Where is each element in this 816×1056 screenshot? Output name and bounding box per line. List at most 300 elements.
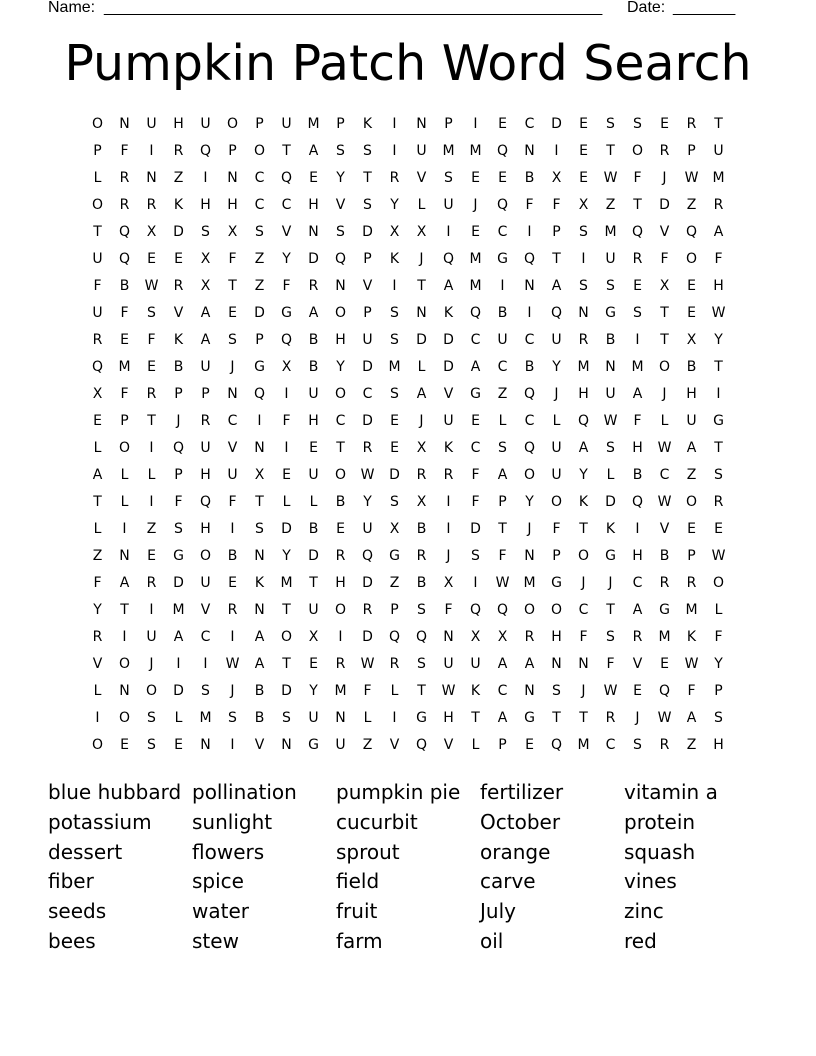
grid-letter[interactable]: E	[579, 116, 588, 132]
grid-letter[interactable]: E	[309, 656, 318, 672]
grid-letter[interactable]: E	[498, 116, 507, 132]
grid-letter[interactable]: U	[146, 629, 157, 645]
grid-letter[interactable]: M	[442, 143, 455, 159]
grid-letter[interactable]: E	[282, 467, 291, 483]
grid-letter[interactable]: O	[145, 683, 158, 699]
grid-letter[interactable]: R	[92, 629, 103, 645]
grid-letter[interactable]: P	[687, 143, 696, 159]
grid-letter[interactable]: W	[657, 440, 672, 456]
grid-letter[interactable]: A	[119, 575, 130, 591]
grid-letter[interactable]: T	[282, 602, 291, 618]
grid-letter[interactable]: P	[363, 305, 372, 321]
grid-letter[interactable]: Y	[336, 170, 345, 186]
grid-letter[interactable]: F	[228, 251, 237, 267]
grid-letter[interactable]: E	[471, 224, 480, 240]
grid-letter[interactable]: N	[119, 548, 130, 564]
grid-letter[interactable]: A	[713, 224, 724, 240]
grid-letter[interactable]: M	[523, 575, 536, 591]
grid-letter[interactable]: I	[392, 116, 397, 132]
grid-letter[interactable]: I	[392, 710, 397, 726]
grid-letter[interactable]: I	[635, 332, 640, 348]
grid-letter[interactable]: T	[228, 278, 237, 294]
grid-letter[interactable]: Q	[361, 548, 374, 564]
grid-letter[interactable]: B	[335, 494, 346, 510]
grid-letter[interactable]: U	[497, 332, 508, 348]
grid-letter[interactable]: R	[119, 170, 130, 186]
grid-letter[interactable]: D	[362, 224, 373, 240]
grid-letter[interactable]: T	[606, 143, 615, 159]
grid-letter[interactable]: F	[525, 197, 534, 213]
grid-letter[interactable]: A	[632, 386, 643, 402]
grid-letter[interactable]: S	[552, 683, 561, 699]
grid-letter[interactable]: C	[254, 170, 265, 186]
grid-letter[interactable]: U	[443, 197, 454, 213]
grid-letter[interactable]: O	[712, 575, 725, 591]
grid-letter[interactable]: I	[203, 170, 208, 186]
grid-letter[interactable]: I	[122, 629, 127, 645]
grid-letter[interactable]: P	[201, 386, 210, 402]
grid-letter[interactable]: O	[226, 116, 239, 132]
grid-letter[interactable]: U	[443, 656, 454, 672]
grid-letter[interactable]: U	[308, 710, 319, 726]
grid-letter[interactable]: I	[446, 521, 451, 537]
grid-letter[interactable]: P	[174, 386, 183, 402]
grid-letter[interactable]: J	[662, 170, 667, 186]
grid-letter[interactable]: U	[713, 143, 724, 159]
grid-letter[interactable]: D	[281, 683, 292, 699]
grid-letter[interactable]: U	[443, 413, 454, 429]
grid-letter[interactable]: X	[92, 386, 103, 402]
grid-letter[interactable]: K	[578, 494, 589, 510]
grid-letter[interactable]: I	[230, 737, 235, 753]
grid-letter[interactable]: T	[660, 332, 669, 348]
grid-letter[interactable]: O	[91, 116, 104, 132]
grid-letter[interactable]: O	[550, 494, 563, 510]
grid-letter[interactable]: B	[632, 467, 643, 483]
grid-letter[interactable]: E	[174, 737, 183, 753]
grid-letter[interactable]: E	[471, 413, 480, 429]
grid-letter[interactable]: X	[416, 440, 427, 456]
grid-letter[interactable]: H	[713, 737, 724, 753]
grid-letter[interactable]: X	[578, 197, 589, 213]
grid-letter[interactable]: S	[255, 224, 264, 240]
grid-letter[interactable]: N	[578, 656, 589, 672]
grid-letter[interactable]: J	[608, 575, 613, 591]
grid-letter[interactable]: D	[173, 575, 184, 591]
grid-letter[interactable]: C	[578, 602, 589, 618]
grid-letter[interactable]: D	[389, 467, 400, 483]
grid-letter[interactable]: R	[389, 656, 400, 672]
grid-letter[interactable]: U	[605, 251, 616, 267]
name-blank-line[interactable]: ________________________________________________________	[104, 0, 603, 16]
grid-letter[interactable]: A	[497, 467, 508, 483]
grid-letter[interactable]: I	[716, 386, 721, 402]
grid-letter[interactable]: S	[633, 737, 642, 753]
grid-letter[interactable]: Z	[686, 197, 697, 213]
grid-letter[interactable]: M	[631, 359, 644, 375]
grid-letter[interactable]: Q	[631, 224, 644, 240]
grid-letter[interactable]: K	[362, 116, 373, 132]
grid-letter[interactable]: O	[199, 548, 212, 564]
grid-letter[interactable]: R	[308, 278, 319, 294]
grid-letter[interactable]: Q	[118, 251, 131, 267]
grid-letter[interactable]: I	[392, 143, 397, 159]
grid-letter[interactable]: Z	[389, 575, 400, 591]
grid-letter[interactable]: S	[147, 737, 156, 753]
grid-letter[interactable]: D	[362, 629, 373, 645]
grid-letter[interactable]: L	[309, 494, 318, 510]
grid-letter[interactable]: G	[389, 548, 400, 564]
grid-letter[interactable]: N	[335, 278, 346, 294]
grid-letter[interactable]: I	[284, 386, 289, 402]
grid-letter[interactable]: M	[388, 359, 401, 375]
grid-letter[interactable]: P	[687, 548, 696, 564]
grid-letter[interactable]: V	[389, 737, 400, 753]
grid-letter[interactable]: R	[686, 116, 697, 132]
grid-letter[interactable]: I	[473, 575, 478, 591]
grid-letter[interactable]: S	[606, 440, 615, 456]
grid-letter[interactable]: F	[687, 683, 696, 699]
grid-letter[interactable]: M	[280, 575, 293, 591]
grid-letter[interactable]: H	[713, 278, 724, 294]
grid-letter[interactable]: N	[254, 440, 265, 456]
grid-letter[interactable]: M	[334, 683, 347, 699]
grid-letter[interactable]: G	[713, 413, 724, 429]
grid-letter[interactable]: S	[633, 305, 642, 321]
grid-letter[interactable]: R	[362, 440, 373, 456]
grid-letter[interactable]: B	[497, 305, 508, 321]
grid-letter[interactable]: B	[254, 683, 265, 699]
grid-letter[interactable]: O	[577, 548, 590, 564]
grid-letter[interactable]: L	[120, 494, 129, 510]
grid-letter[interactable]: P	[714, 683, 723, 699]
grid-letter[interactable]: C	[524, 332, 535, 348]
grid-letter[interactable]: H	[173, 116, 184, 132]
grid-letter[interactable]: M	[577, 737, 590, 753]
grid-letter[interactable]: M	[469, 278, 482, 294]
grid-letter[interactable]: M	[604, 224, 617, 240]
grid-letter[interactable]: T	[93, 494, 102, 510]
grid-letter[interactable]: S	[498, 440, 507, 456]
grid-letter[interactable]: X	[281, 359, 292, 375]
grid-letter[interactable]: I	[392, 278, 397, 294]
grid-letter[interactable]: O	[631, 143, 644, 159]
grid-letter[interactable]: L	[174, 710, 183, 726]
grid-letter[interactable]: S	[390, 386, 399, 402]
grid-letter[interactable]: O	[280, 629, 293, 645]
grid-letter[interactable]: L	[552, 413, 561, 429]
grid-letter[interactable]: S	[174, 521, 183, 537]
grid-letter[interactable]: K	[686, 629, 697, 645]
grid-letter[interactable]: X	[227, 224, 238, 240]
grid-letter[interactable]: J	[230, 683, 235, 699]
grid-letter[interactable]: F	[633, 413, 642, 429]
grid-letter[interactable]: E	[309, 440, 318, 456]
grid-letter[interactable]: Z	[146, 521, 157, 537]
grid-letter[interactable]: O	[334, 386, 347, 402]
grid-letter[interactable]: D	[254, 305, 265, 321]
grid-letter[interactable]: T	[147, 413, 156, 429]
grid-letter[interactable]: I	[95, 710, 100, 726]
grid-letter[interactable]: R	[119, 197, 130, 213]
grid-letter[interactable]: U	[605, 386, 616, 402]
grid-letter[interactable]: L	[417, 197, 426, 213]
grid-letter[interactable]: W	[657, 494, 672, 510]
grid-letter[interactable]: R	[686, 575, 697, 591]
grid-letter[interactable]: B	[605, 332, 616, 348]
grid-letter[interactable]: Q	[280, 170, 293, 186]
grid-letter[interactable]: Q	[334, 251, 347, 267]
grid-letter[interactable]: U	[200, 440, 211, 456]
grid-letter[interactable]: O	[253, 143, 266, 159]
grid-letter[interactable]: Y	[93, 602, 102, 618]
grid-letter[interactable]: S	[417, 656, 426, 672]
grid-letter[interactable]: L	[390, 683, 399, 699]
grid-letter[interactable]: G	[524, 710, 535, 726]
grid-letter[interactable]: U	[335, 737, 346, 753]
grid-letter[interactable]: C	[200, 629, 211, 645]
grid-letter[interactable]: X	[659, 278, 670, 294]
grid-letter[interactable]: Q	[415, 737, 428, 753]
grid-letter[interactable]: F	[147, 332, 156, 348]
grid-letter[interactable]: M	[685, 602, 698, 618]
grid-letter[interactable]: L	[714, 602, 723, 618]
grid-letter[interactable]: I	[149, 440, 154, 456]
grid-letter[interactable]: U	[686, 413, 697, 429]
grid-letter[interactable]: B	[659, 548, 670, 564]
grid-letter[interactable]: N	[227, 170, 238, 186]
grid-letter[interactable]: E	[120, 332, 129, 348]
grid-letter[interactable]: X	[470, 629, 481, 645]
grid-letter[interactable]: S	[282, 710, 291, 726]
grid-letter[interactable]: S	[228, 710, 237, 726]
grid-letter[interactable]: Q	[496, 143, 509, 159]
grid-letter[interactable]: R	[578, 332, 589, 348]
grid-letter[interactable]: F	[174, 494, 183, 510]
grid-letter[interactable]: O	[118, 710, 131, 726]
grid-letter[interactable]: Z	[686, 737, 697, 753]
grid-letter[interactable]: B	[416, 575, 427, 591]
grid-letter[interactable]: D	[173, 683, 184, 699]
grid-letter[interactable]: S	[606, 116, 615, 132]
grid-letter[interactable]: S	[363, 143, 372, 159]
grid-letter[interactable]: E	[687, 278, 696, 294]
grid-letter[interactable]: Z	[497, 386, 508, 402]
grid-letter[interactable]: B	[173, 359, 184, 375]
grid-letter[interactable]: G	[308, 737, 319, 753]
grid-letter[interactable]: E	[147, 359, 156, 375]
grid-letter[interactable]: Q	[631, 494, 644, 510]
grid-letter[interactable]: L	[282, 494, 291, 510]
grid-letter[interactable]: R	[659, 737, 670, 753]
grid-letter[interactable]: T	[660, 305, 669, 321]
grid-letter[interactable]: E	[579, 170, 588, 186]
grid-letter[interactable]: R	[416, 467, 427, 483]
grid-letter[interactable]: H	[443, 710, 454, 726]
grid-letter[interactable]: H	[335, 332, 346, 348]
grid-letter[interactable]: J	[419, 413, 424, 429]
grid-letter[interactable]: T	[714, 440, 723, 456]
grid-letter[interactable]: I	[122, 521, 127, 537]
grid-letter[interactable]: G	[551, 575, 562, 591]
grid-letter[interactable]: S	[201, 224, 210, 240]
grid-letter[interactable]: M	[469, 251, 482, 267]
grid-letter[interactable]: C	[497, 683, 508, 699]
grid-letter[interactable]: B	[119, 278, 130, 294]
grid-letter[interactable]: H	[578, 386, 589, 402]
grid-letter[interactable]: S	[606, 629, 615, 645]
grid-letter[interactable]: R	[605, 710, 616, 726]
grid-letter[interactable]: X	[146, 224, 157, 240]
grid-letter[interactable]: R	[173, 143, 184, 159]
grid-letter[interactable]: A	[173, 629, 184, 645]
grid-letter[interactable]: N	[335, 710, 346, 726]
grid-letter[interactable]: Y	[282, 251, 291, 267]
grid-letter[interactable]: T	[336, 440, 345, 456]
grid-letter[interactable]: A	[254, 656, 265, 672]
grid-letter[interactable]: P	[552, 224, 561, 240]
grid-letter[interactable]: L	[93, 683, 102, 699]
grid-letter[interactable]: A	[470, 359, 481, 375]
grid-letter[interactable]: T	[417, 278, 426, 294]
grid-letter[interactable]: E	[660, 656, 669, 672]
grid-letter[interactable]: X	[416, 224, 427, 240]
grid-letter[interactable]: S	[714, 710, 723, 726]
grid-letter[interactable]: E	[174, 251, 183, 267]
grid-letter[interactable]: S	[147, 710, 156, 726]
grid-letter[interactable]: W	[603, 413, 618, 429]
grid-letter[interactable]: P	[120, 413, 129, 429]
grid-letter[interactable]: R	[416, 548, 427, 564]
grid-letter[interactable]: G	[497, 251, 508, 267]
grid-letter[interactable]: F	[714, 251, 723, 267]
grid-letter[interactable]: I	[149, 602, 154, 618]
grid-letter[interactable]: Q	[253, 386, 266, 402]
grid-letter[interactable]: J	[581, 683, 586, 699]
grid-letter[interactable]: R	[659, 143, 670, 159]
grid-letter[interactable]: N	[308, 224, 319, 240]
grid-letter[interactable]: H	[200, 521, 211, 537]
grid-letter[interactable]: Q	[442, 251, 455, 267]
grid-letter[interactable]: D	[362, 413, 373, 429]
grid-letter[interactable]: E	[498, 170, 507, 186]
grid-letter[interactable]: Q	[199, 143, 212, 159]
grid-letter[interactable]: R	[443, 467, 454, 483]
grid-letter[interactable]: C	[470, 440, 481, 456]
grid-letter[interactable]: X	[254, 467, 265, 483]
grid-letter[interactable]: R	[362, 602, 373, 618]
grid-letter[interactable]: D	[416, 332, 427, 348]
grid-letter[interactable]: G	[605, 305, 616, 321]
grid-letter[interactable]: P	[174, 467, 183, 483]
grid-letter[interactable]: N	[524, 278, 535, 294]
grid-letter[interactable]: N	[119, 683, 130, 699]
grid-letter[interactable]: T	[417, 683, 426, 699]
grid-letter[interactable]: K	[443, 305, 454, 321]
grid-letter[interactable]: F	[363, 683, 372, 699]
grid-letter[interactable]: E	[660, 116, 669, 132]
grid-letter[interactable]: E	[525, 737, 534, 753]
grid-letter[interactable]: U	[200, 116, 211, 132]
grid-letter[interactable]: O	[523, 602, 536, 618]
grid-letter[interactable]: P	[363, 251, 372, 267]
grid-letter[interactable]: O	[550, 602, 563, 618]
grid-letter[interactable]: A	[254, 629, 265, 645]
grid-letter[interactable]: U	[308, 467, 319, 483]
grid-letter[interactable]: F	[471, 467, 480, 483]
grid-letter[interactable]: U	[416, 143, 427, 159]
grid-letter[interactable]: Q	[523, 386, 536, 402]
grid-letter[interactable]: S	[363, 197, 372, 213]
grid-letter[interactable]: V	[416, 170, 427, 186]
grid-letter[interactable]: Y	[525, 494, 534, 510]
grid-letter[interactable]: U	[362, 332, 373, 348]
grid-letter[interactable]: S	[444, 170, 453, 186]
grid-letter[interactable]: W	[225, 656, 240, 672]
grid-letter[interactable]: D	[173, 224, 184, 240]
grid-letter[interactable]: N	[119, 116, 130, 132]
grid-letter[interactable]: T	[552, 710, 561, 726]
grid-letter[interactable]: Q	[577, 413, 590, 429]
grid-letter[interactable]: F	[93, 278, 102, 294]
grid-letter[interactable]: I	[554, 143, 559, 159]
grid-letter[interactable]: U	[92, 305, 103, 321]
grid-letter[interactable]: V	[227, 440, 238, 456]
grid-letter[interactable]: F	[633, 170, 642, 186]
grid-letter[interactable]: I	[149, 143, 154, 159]
grid-letter[interactable]: F	[471, 494, 480, 510]
grid-letter[interactable]: F	[660, 251, 669, 267]
grid-letter[interactable]: U	[308, 602, 319, 618]
grid-letter[interactable]: R	[173, 278, 184, 294]
grid-letter[interactable]: D	[443, 332, 454, 348]
grid-letter[interactable]: T	[552, 251, 561, 267]
grid-letter[interactable]: A	[308, 305, 319, 321]
grid-letter[interactable]: C	[659, 467, 670, 483]
grid-letter[interactable]: S	[606, 278, 615, 294]
grid-letter[interactable]: O	[523, 467, 536, 483]
grid-letter[interactable]: X	[551, 170, 562, 186]
grid-letter[interactable]: O	[658, 359, 671, 375]
grid-letter[interactable]: T	[93, 224, 102, 240]
grid-letter[interactable]: U	[92, 251, 103, 267]
grid-letter[interactable]: O	[334, 602, 347, 618]
grid-letter[interactable]: W	[684, 170, 699, 186]
grid-letter[interactable]: E	[714, 521, 723, 537]
grid-letter[interactable]: W	[603, 683, 618, 699]
grid-letter[interactable]: F	[606, 656, 615, 672]
grid-letter[interactable]: W	[495, 575, 510, 591]
grid-letter[interactable]: W	[711, 305, 726, 321]
grid-letter[interactable]: F	[282, 278, 291, 294]
grid-letter[interactable]: A	[497, 656, 508, 672]
grid-letter[interactable]: Q	[685, 224, 698, 240]
grid-letter[interactable]: U	[146, 116, 157, 132]
grid-letter[interactable]: W	[441, 683, 456, 699]
grid-letter[interactable]: P	[552, 548, 561, 564]
grid-letter[interactable]: O	[91, 737, 104, 753]
grid-letter[interactable]: Z	[254, 278, 265, 294]
grid-letter[interactable]: F	[552, 197, 561, 213]
grid-letter[interactable]: R	[335, 656, 346, 672]
grid-letter[interactable]: H	[227, 197, 238, 213]
grid-letter[interactable]: E	[633, 683, 642, 699]
grid-letter[interactable]: C	[281, 197, 292, 213]
grid-letter[interactable]: Q	[199, 494, 212, 510]
grid-letter[interactable]: X	[686, 332, 697, 348]
grid-letter[interactable]: V	[200, 602, 211, 618]
grid-letter[interactable]: K	[254, 575, 265, 591]
